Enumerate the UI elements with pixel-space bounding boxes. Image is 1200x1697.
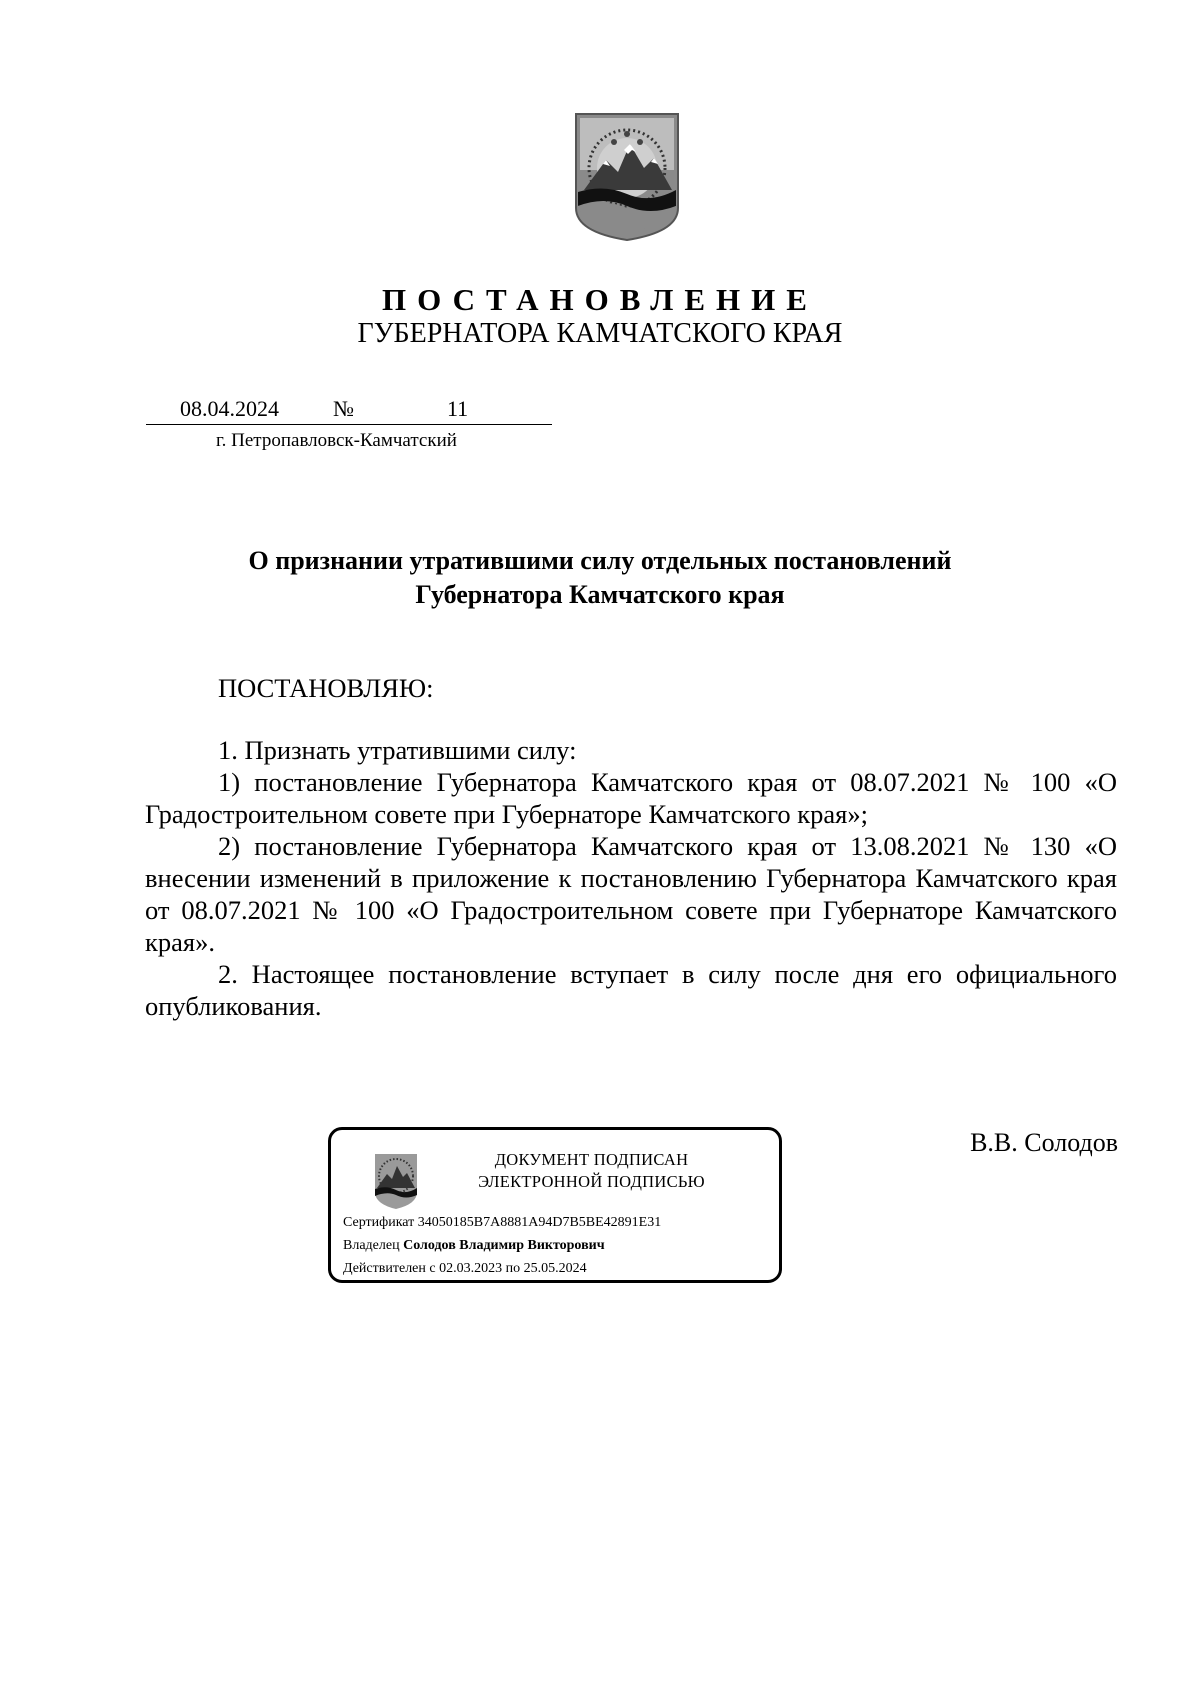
- stamp-owner-label: Владелец: [343, 1238, 400, 1253]
- stamp-valid-to: 25.05.2024: [523, 1261, 587, 1276]
- stamp-title-line-1: ДОКУМЕНТ ПОДПИСАН: [494, 1150, 689, 1169]
- signer-name: В.В. Солодов: [970, 1128, 1118, 1157]
- electronic-signature-stamp: [328, 1127, 782, 1283]
- stamp-emblem-icon: [373, 1152, 419, 1210]
- document-date: 08.04.2024: [180, 396, 279, 421]
- stamp-title: [449, 1149, 734, 1193]
- decree-word: ПОСТАНОВЛЯЮ:: [218, 673, 434, 703]
- subject-line-2: Губернатора Камчатского края: [415, 580, 785, 609]
- stamp-valid-to-label: по: [505, 1261, 521, 1276]
- stamp-validity-row: [343, 1261, 587, 1277]
- stamp-valid-label: Действителен с: [343, 1261, 436, 1276]
- document-city: г. Петропавловск-Камчатский: [216, 430, 457, 451]
- document-number: 11: [447, 396, 469, 421]
- stamp-title-line-2: ЭЛЕКТРОННОЙ ПОДПИСЬЮ: [478, 1172, 705, 1191]
- body-paragraph: 2. Настоящее постановление вступает в силу после дня его официального опубликования.: [145, 959, 1117, 1021]
- stamp-certificate-row: [343, 1215, 661, 1231]
- body-paragraph: 1. Признать утратившими силу:: [218, 735, 577, 765]
- stamp-owner-value: Солодов Владимир Викторович: [403, 1238, 605, 1253]
- body-paragraph: 2) постановление Губернатора Камчатского края от 13.08.2021 № 130 «О внесении изменений в приложение к постановлению Губернатора Камчатского края от 08.07.2021 № 100 «О Градостроительном совете при Губернаторе Камчатского края».: [145, 831, 1117, 957]
- document-subject: [0, 544, 1200, 612]
- document-meta-line: [146, 394, 552, 425]
- stamp-valid-from: 02.03.2023: [439, 1261, 503, 1276]
- stamp-certificate-value: 34050185B7A8881A94D7B5BE42891E31: [417, 1215, 662, 1230]
- stamp-certificate-label: Сертификат: [343, 1215, 415, 1230]
- document-type: ПОСТАНОВЛЕНИЕ: [382, 282, 818, 317]
- coat-of-arms-icon: [574, 112, 680, 242]
- document-number-label: №: [333, 396, 354, 421]
- document-body: [145, 672, 1117, 1022]
- stamp-owner-row: [343, 1238, 605, 1254]
- document-issuer: ГУБЕРНАТОРА КАМЧАТСКОГО КРАЯ: [357, 318, 843, 349]
- subject-line-1: О признании утратившими силу отдельных постановлений: [248, 546, 952, 575]
- body-paragraph: 1) постановление Губернатора Камчатского края от 08.07.2021 № 100 «О Градостроительном совете при Губернаторе Камчатского края»;: [145, 767, 1117, 829]
